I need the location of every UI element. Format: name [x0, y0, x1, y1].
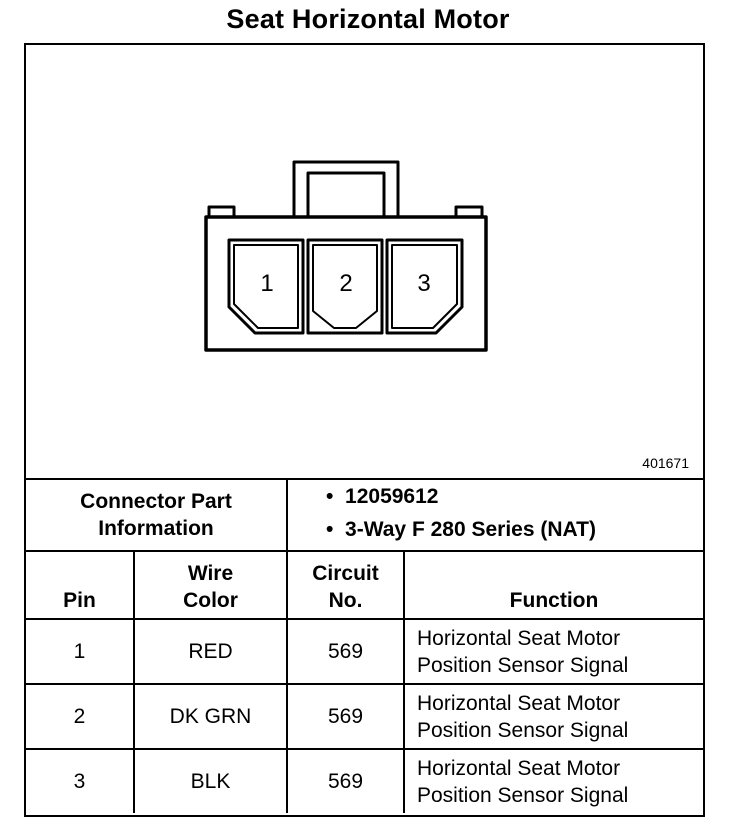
- connector-latch: [294, 162, 398, 217]
- header-circuit-no: Circuit No.: [287, 551, 404, 619]
- page-title: Seat Horizontal Motor: [226, 4, 510, 34]
- connector-info-row: [26, 479, 703, 551]
- header-function: Function: [404, 551, 703, 619]
- connector-info-item: • 3-Way F 280 Series (NAT): [326, 518, 596, 541]
- table-row: [26, 749, 703, 813]
- table-row: [26, 619, 703, 684]
- cell-function: Horizontal Seat Motor Position Sensor Signal: [404, 619, 703, 684]
- cell-wire-color: RED: [134, 619, 287, 684]
- cell-function: Horizontal Seat Motor Position Sensor Signal: [404, 684, 703, 749]
- cell-pin: 2: [26, 684, 134, 749]
- cell-circuit: 569: [287, 619, 404, 684]
- cell-circuit: 569: [287, 684, 404, 749]
- connector-face-drawing: [26, 45, 703, 478]
- connector-diagram: [26, 45, 703, 478]
- connector-latch-inner: [308, 173, 384, 217]
- pin-number-1: 1: [260, 270, 274, 297]
- figure-id: 401671: [642, 455, 689, 471]
- cell-function: Horizontal Seat Motor Position Sensor Signal: [404, 749, 703, 813]
- cell-wire-color: BLK: [134, 749, 287, 813]
- table-row: [26, 684, 703, 749]
- connector-info-label: Connector Part Information: [26, 479, 287, 551]
- pinout-table: [26, 478, 703, 813]
- cell-pin: 1: [26, 619, 134, 684]
- cell-wire-color: DK GRN: [134, 684, 287, 749]
- header-pin: Pin: [26, 551, 134, 619]
- connector-info-item: • 12059612: [326, 485, 439, 508]
- connector-info-list: [287, 479, 703, 551]
- cell-circuit: 569: [287, 749, 404, 813]
- connector-sheet: [24, 43, 705, 817]
- table-header-row: [26, 551, 703, 619]
- cell-pin: 3: [26, 749, 134, 813]
- pin-number-3: 3: [417, 270, 431, 297]
- pin-number-2: 2: [339, 270, 353, 297]
- header-wire-color: Wire Color: [134, 551, 287, 619]
